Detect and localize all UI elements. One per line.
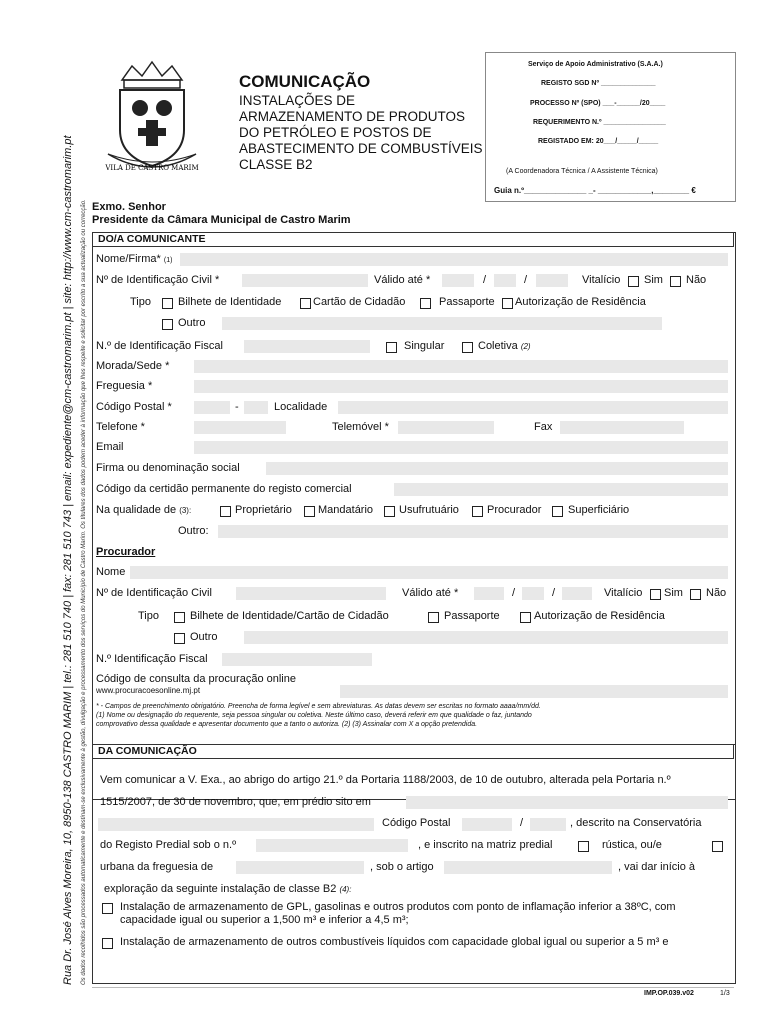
addressee-line2: Presidente da Câmara Municipal de Castro Marim: [92, 214, 351, 226]
proc-autorizacao-checkbox[interactable]: [520, 612, 531, 623]
office-use-stamp-box: Serviço de Apoio Administrativo (S.A.A.) REGISTO SGD Nº ______________ PROCESSO Nº (SPO) ___-______/20____ REQUERIMENTO N.º ________________ REGISTADO EM: 20___/_____/_____ (A Coordenadora Técnica / A Assistente Técnica) Guia n.º______________ _- ____________,________ €: [485, 52, 736, 202]
proc-valido-year-input[interactable]: [474, 587, 504, 600]
telefone-label: Telefone *: [96, 421, 145, 433]
email-label: Email: [96, 441, 124, 453]
procurador-label: Procurador: [487, 504, 542, 516]
telefone-input[interactable]: [194, 421, 286, 434]
date-separator: /: [552, 587, 556, 599]
superficiario-label: Superficiário: [568, 504, 630, 516]
outro-qualidade-input[interactable]: [218, 525, 728, 538]
coletiva-label: Coletiva (2): [478, 340, 531, 352]
proc-nome-input[interactable]: [130, 566, 728, 579]
email-input[interactable]: [194, 441, 728, 454]
page-title: COMUNICAÇÃO: [239, 72, 371, 91]
valido-month-input[interactable]: [494, 274, 516, 287]
localidade-label: Localidade: [274, 401, 328, 413]
artigo-input[interactable]: [444, 861, 612, 874]
proprietario-checkbox[interactable]: [220, 506, 231, 517]
firma-input[interactable]: [266, 462, 728, 475]
valido-year-input[interactable]: [442, 274, 474, 287]
inicio-label: , vai dar início à: [618, 861, 696, 873]
proc-bi-cc-label: Bilhete de Identidade/Cartão de Cidadão: [190, 610, 389, 622]
opt-gpl-label-line2: capacidade igual ou superior a 1,500 m³ e inferior a 4,5 m³;: [120, 914, 409, 926]
exploracao-label: exploração da seguinte instalação de classe B2 (4):: [104, 883, 352, 895]
proc-passaporte-label: Passaporte: [444, 610, 500, 622]
bi-checkbox[interactable]: [162, 298, 173, 309]
fax-input[interactable]: [560, 421, 684, 434]
artigo-label: , sob o artigo: [370, 861, 434, 873]
morada-label: Morada/Sede *: [96, 360, 170, 372]
proc-id-civil-label: Nº de Identificação Civil: [96, 587, 212, 599]
rustica-checkbox[interactable]: [578, 841, 589, 852]
cp-second-input[interactable]: [244, 401, 268, 414]
tipo-label: Tipo: [130, 296, 151, 308]
date-separator: /: [524, 274, 528, 286]
coletiva-checkbox[interactable]: [462, 342, 473, 353]
proc-valido-day-input[interactable]: [562, 587, 592, 600]
municipal-crest-logo: [102, 58, 202, 178]
page-number: 1/3: [720, 990, 730, 997]
proc-outro-label: Outro: [190, 631, 218, 643]
proc-outro-checkbox[interactable]: [174, 633, 185, 644]
superficiario-checkbox[interactable]: [552, 506, 563, 517]
nao-label: Não: [686, 274, 707, 286]
vitalicio-sim-checkbox[interactable]: [628, 276, 639, 287]
mandatario-label: Mandatário: [318, 504, 374, 516]
cc-checkbox[interactable]: [300, 298, 311, 309]
freguesia-predio-input[interactable]: [236, 861, 364, 874]
proc-tipo-label: Tipo: [138, 610, 159, 622]
opt-gpl-checkbox[interactable]: [102, 903, 113, 914]
comm-cp-second-input[interactable]: [530, 818, 566, 831]
mandatario-checkbox[interactable]: [304, 506, 315, 517]
proc-nif-label: N.º Identificação Fiscal: [96, 653, 208, 665]
passaporte-label: Passaporte: [439, 296, 495, 308]
proc-valido-label: Válido até *: [402, 587, 459, 599]
localidade-input[interactable]: [338, 401, 728, 414]
footnotes: * - Campos de preenchimento obrigatório. Preencha de forma legível e sem abreviaturas. As datas devem ser escritas no formato aaaa/mm/dd. (1) Nome ou designação do requerente, seja pessoa singular ou coletiva. Neste último caso, deverá referir em que qualidade o faz, juntando comprovativo dessa qualidade e apresentar documento que a tanto o autoriza. (2) (3) Assinalar com X a opção pretendida.: [96, 703, 541, 728]
singular-checkbox[interactable]: [386, 342, 397, 353]
crest-banner-text: VILA DE CASTRO MARIM: [105, 164, 199, 172]
proc-codigo-input[interactable]: [340, 685, 728, 698]
proc-valido-month-input[interactable]: [522, 587, 544, 600]
matriz-label: , e inscrito na matriz predial: [418, 839, 553, 851]
proc-vitalicio-nao-checkbox[interactable]: [690, 589, 701, 600]
bi-label: Bilhete de Identidade: [178, 296, 282, 308]
certidao-label: Código da certidão permanente do registo comercial: [96, 483, 352, 495]
firma-label: Firma ou denominação social: [96, 462, 240, 474]
proc-nao-label: Não: [706, 587, 727, 599]
procurador-header: Procurador: [96, 546, 156, 558]
freguesia-input[interactable]: [194, 380, 728, 393]
vitalicio-label: Vitalício: [582, 274, 621, 286]
proc-nif-input[interactable]: [222, 653, 372, 666]
form-code: IMP.OP.039.v02: [644, 990, 694, 997]
autorizacao-label: Autorização de Residência: [515, 296, 646, 308]
proc-passaporte-checkbox[interactable]: [428, 612, 439, 623]
cp-label: Código Postal *: [96, 401, 172, 413]
proc-bi-cc-checkbox[interactable]: [174, 612, 185, 623]
vitalicio-nao-checkbox[interactable]: [670, 276, 681, 287]
passaporte-checkbox[interactable]: [420, 298, 431, 309]
procuracoes-url: www.procuracoesonline.mj.pt: [96, 686, 201, 695]
id-civil-label: Nº de Identificação Civil *: [96, 274, 220, 286]
proc-vitalicio-sim-checkbox[interactable]: [650, 589, 661, 600]
comunicacao-section-header: DA COMUNICAÇÃO: [92, 744, 734, 759]
date-separator: /: [483, 274, 487, 286]
comm-cp-label: Código Postal: [382, 817, 451, 829]
registo-input[interactable]: [256, 839, 408, 852]
footer-divider: [92, 987, 734, 988]
outro-label: Outro: [178, 317, 206, 329]
proc-id-civil-input[interactable]: [236, 587, 386, 600]
autorizacao-checkbox[interactable]: [502, 298, 513, 309]
cp-dash: -: [235, 401, 239, 413]
nome-input[interactable]: [180, 253, 728, 266]
outro-input[interactable]: [222, 317, 662, 330]
rustica-label: rústica, ou/e: [602, 839, 662, 851]
comunicacao-intro: Vem comunicar a V. Exa., ao abrigo do artigo 21.º da Portaria 1188/2003, de 10 de outubro, alterada pela Portaria n.º: [100, 774, 671, 786]
predio-local-cont-input[interactable]: [98, 818, 374, 831]
comm-cp-separator: /: [520, 817, 524, 829]
comm-cp-first-input[interactable]: [462, 818, 512, 831]
opt-liquidos-label: Instalação de armazenamento de outros combustíveis líquidos com capacidade global igual ou superior a 5 m³ e: [120, 936, 669, 948]
conservatoria-label: , descrito na Conservatória: [570, 817, 702, 829]
telemovel-label: Telemóvel *: [332, 421, 389, 433]
proc-sim-label: Sim: [664, 587, 683, 599]
sidebar-privacy-notice: Os dados recolhidos são processados automaticamente e destinam-se exclusivamente à gestão, divulgação e processamento dos serviços do Município de Castro Marim. Os titulares dos dados podem aceder à informação que lhes respeite e solicitar por escrito a sua actualização ou correcção.: [81, 199, 87, 985]
cc-label: Cartão de Cidadão: [313, 296, 406, 308]
fax-label: Fax: [534, 421, 553, 433]
proc-autorizacao-label: Autorização de Residência: [534, 610, 665, 622]
sidebar-address: Rua Dr. José Alves Moreira, 10, 8950-138 CASTRO MARIM | tel.: 281 510 740 | fax: 281 510 743 | email: expediente@cm-castromarim.pt | site: http://www.cm-castromarim.pt: [62, 135, 74, 985]
usufrutuario-label: Usufrutuário: [399, 504, 459, 516]
proprietario-label: Proprietário: [235, 504, 292, 516]
date-separator: /: [512, 587, 516, 599]
valido-label: Válido até *: [374, 274, 431, 286]
proc-nome-label: Nome: [96, 566, 126, 578]
usufrutuario-checkbox[interactable]: [384, 506, 395, 517]
nif-input[interactable]: [244, 340, 370, 353]
valido-day-input[interactable]: [536, 274, 568, 287]
qualidade-label: Na qualidade de (3):: [96, 504, 192, 516]
urbana-label: urbana da freguesia de: [100, 861, 214, 873]
addressee-line1: Exmo. Senhor: [92, 201, 166, 213]
registo-label: do Registo Predial sob o n.º: [100, 839, 237, 851]
outro-qualidade-label: Outro:: [178, 525, 209, 537]
nif-label: N.º de Identificação Fiscal: [96, 340, 223, 352]
proc-codigo-label: Código de consulta da procuração online: [96, 673, 296, 685]
opt-liquidos-checkbox[interactable]: [102, 938, 113, 949]
id-civil-input[interactable]: [242, 274, 368, 287]
page-subtitle: INSTALAÇÕES DE ARMAZENAMENTO DE PRODUTOS DO PETRÓLEO E POSTOS DE ABASTECIMENTO DE COMBUSTÍVEIS CLASSE B2: [239, 93, 483, 172]
sim-label: Sim: [644, 274, 663, 286]
proc-vitalicio-label: Vitalício: [604, 587, 643, 599]
telemovel-input[interactable]: [398, 421, 494, 434]
nome-label: Nome/Firma* (1): [96, 253, 173, 265]
freguesia-label: Freguesia *: [96, 380, 153, 392]
outro-checkbox[interactable]: [162, 319, 173, 330]
comunicacao-line2: 1515/2007, de 30 de novembro, que, em prédio sito em: [100, 796, 371, 808]
urbana-checkbox[interactable]: [712, 841, 723, 852]
singular-label: Singular: [404, 340, 445, 352]
opt-gpl-label-line1: Instalação de armazenamento de GPL, gasolinas e outros produtos com ponto de inflamação inferior a 38ºC, com: [120, 901, 676, 913]
proc-outro-input[interactable]: [244, 631, 728, 644]
procurador-checkbox[interactable]: [472, 506, 483, 517]
comunicante-section-header: DO/A COMUNICANTE: [92, 232, 734, 247]
certidao-input[interactable]: [394, 483, 728, 496]
cp-first-input[interactable]: [194, 401, 230, 414]
predio-local-input[interactable]: [406, 796, 728, 809]
morada-input[interactable]: [194, 360, 728, 373]
